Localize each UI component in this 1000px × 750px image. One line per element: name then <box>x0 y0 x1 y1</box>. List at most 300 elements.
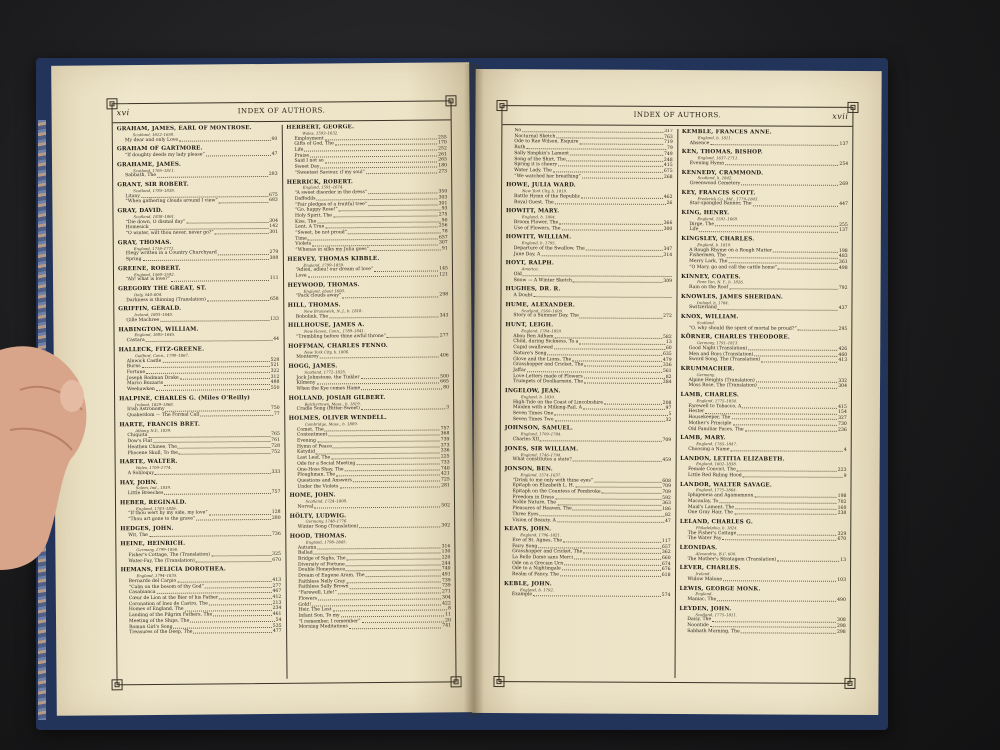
poem-title: Roman Girl's Song <box>129 624 173 630</box>
author-dates: Scotland, 1775–1811. <box>695 611 738 618</box>
poem-page-number: 317 <box>664 128 673 134</box>
poem-page-number: 20 <box>445 618 452 624</box>
poem-entry <box>289 483 450 490</box>
poem-title: One-Hoss Shay, The <box>297 466 344 473</box>
poem-page-number: 329 <box>837 531 847 537</box>
poem-title: Housekeeper, The <box>688 415 731 421</box>
poem-page-number: 309 <box>663 278 673 284</box>
poem-entry <box>681 358 848 365</box>
poem-title: Hester <box>688 409 705 415</box>
poem-title: Use of Flowers, The <box>513 225 561 232</box>
poem-entry <box>680 473 847 480</box>
poem-page-number: 44 <box>273 337 280 343</box>
dot-leader <box>160 317 269 322</box>
poem-title: Meeting of the Ships, The <box>129 618 190 624</box>
poem-title: Seven Times Two <box>512 416 554 423</box>
poem-page-number: 763 <box>664 134 673 140</box>
dot-leader <box>743 473 843 478</box>
poem-title: Water-Fay, The (Translation) <box>128 558 195 564</box>
dot-leader <box>346 578 441 583</box>
poem-entry <box>287 169 448 176</box>
poem-page-number: 327 <box>838 416 847 422</box>
poem-title: “Farewell, Life!” <box>298 590 337 596</box>
author-name: GREENE, ROBERT. <box>117 265 181 273</box>
author-name: KEN, THOMAS, BISHOP. <box>681 149 763 156</box>
author-name: LEYDEN, JOHN. <box>679 605 732 613</box>
author-entry <box>286 123 447 176</box>
author-name: GRAY, THOMAS. <box>117 239 172 247</box>
poem-title: Grasshopper and Cricket, The <box>512 549 583 555</box>
poem-page-number: 133 <box>270 316 279 322</box>
dot-leader <box>153 438 270 443</box>
poem-page-number: 208 <box>662 400 672 406</box>
poem-page-number: 343 <box>439 313 449 319</box>
author-name: LELAND, CHARLES G. <box>679 519 754 526</box>
author-dates: Scotland, 1724–1808. <box>305 498 348 504</box>
dot-leader <box>333 443 440 448</box>
poem-page-number: 670 <box>272 557 282 563</box>
poem-title: Jaffar <box>513 368 526 374</box>
author-dates: Scotland, b. 1842. <box>697 175 733 181</box>
poem-page-number: 13 <box>665 340 672 346</box>
author-dates: Scotland, 1772–1835. <box>304 369 347 375</box>
poem-entry <box>505 457 672 464</box>
poem-title: Life <box>689 227 699 233</box>
dot-leader <box>200 412 273 417</box>
poem-entry <box>680 536 847 543</box>
author-name: HEINE, HEINRICH. <box>120 540 186 548</box>
poem-title: Casabianca <box>128 590 156 596</box>
author-dates: Cambridge, Mass., b. 1809. <box>304 421 358 427</box>
author-dates: Frederick Co., Md., 1779–1843. <box>697 195 759 202</box>
dot-leader <box>361 406 445 411</box>
dot-leader <box>211 552 271 557</box>
author-name: HOLMES, OLIVER WENDELL. <box>288 414 387 422</box>
dot-leader <box>346 561 441 566</box>
dot-leader <box>146 369 269 374</box>
poem-page-number: 657 <box>661 544 671 550</box>
poem-entry <box>505 417 672 424</box>
author-dates: Alexandria, B.C. 600. <box>695 550 737 557</box>
author-dates: England, 1775–1864. <box>695 487 737 493</box>
poem-entry <box>117 198 278 205</box>
poem-entry <box>288 333 449 340</box>
poem-entry <box>681 285 848 292</box>
author-entry <box>681 314 848 332</box>
author-name: LEONIDAS. <box>679 545 718 552</box>
poem-title: Ballad <box>297 550 313 556</box>
poem-title: Faithless Sally Brown <box>298 584 349 591</box>
dot-leader <box>523 272 671 277</box>
author-entry <box>505 322 672 386</box>
poem-title: Moss Rose, The (Translation) <box>688 383 757 389</box>
dot-leader <box>329 313 439 318</box>
author-dates: Germany, 1748–1776. <box>305 518 348 525</box>
dot-leader <box>338 590 441 595</box>
author-dates: England, 1796–1821. <box>520 532 562 538</box>
poem-title: Joseph Rodman Drake <box>126 375 179 381</box>
author-name: JONES, SIR WILLIAM. <box>504 445 579 453</box>
poem-entry <box>288 385 449 392</box>
poem-page-number: 749 <box>663 151 673 157</box>
author-dates: England, b. 1804. <box>521 214 557 220</box>
poem-page-number: 488 <box>270 380 280 386</box>
poem-title: Wit, The <box>128 532 148 538</box>
author-dates: New York City, b. 1806. <box>304 348 350 355</box>
author-entry <box>681 210 848 234</box>
poem-title: Holy Spirit, The <box>294 213 333 219</box>
poem-title: Freedom in Dress <box>512 494 555 501</box>
poem-page-number: 366 <box>663 220 673 226</box>
poem-page-number: 384 <box>662 380 672 386</box>
author-dates: Ireland, 1829–1868. <box>135 401 174 407</box>
page-number: xvi <box>116 108 130 118</box>
poem-title: Abou Ben Adhem <box>513 333 554 340</box>
poem-title: Questions and Answers <box>297 478 352 484</box>
poem-title: Love <box>295 273 307 279</box>
dot-leader <box>339 207 441 212</box>
dot-leader <box>745 427 837 432</box>
poem-title: Gifts of God, The <box>294 141 334 148</box>
poem-entry <box>682 141 849 148</box>
poem-page-number: 268 <box>663 174 673 180</box>
author-name: LANDON, LETITIA ELIZABETH. <box>680 455 785 463</box>
poem-page-number: 256 <box>438 223 448 229</box>
author-name: HUGHES, DR. R. <box>505 286 561 293</box>
author-entry <box>288 362 449 392</box>
dot-leader <box>538 544 661 549</box>
poem-title: Morning Meditations <box>298 624 348 631</box>
poem-page-number: 97 <box>665 406 672 412</box>
poem-entry <box>120 531 281 538</box>
poem-title: Contentment <box>296 432 328 439</box>
poem-page-number: 47 <box>271 151 278 158</box>
poem-entry <box>120 449 281 456</box>
dot-leader <box>368 201 437 206</box>
author-dates: Scotland, 1612–1650. <box>132 131 175 137</box>
author-entry <box>505 286 672 299</box>
dot-leader <box>728 259 837 264</box>
poem-title: “I remember, I remember” <box>298 618 361 625</box>
poem-title: Good Night (Translation) <box>688 346 748 352</box>
poem-title: Employment <box>294 136 324 142</box>
dot-leader <box>347 555 441 560</box>
poem-title: Macaulay, To <box>687 498 719 505</box>
poem-page-number: 180 <box>438 163 448 169</box>
right-page <box>472 69 881 715</box>
poem-page-number: 740 <box>440 465 450 471</box>
poem-page-number: 111 <box>269 276 279 282</box>
dot-leader <box>723 577 836 582</box>
dot-leader <box>370 247 441 252</box>
author-dates: Wales, 1593–1632. <box>302 130 339 136</box>
poem-page-number: 490 <box>837 598 846 604</box>
poem-entry <box>506 174 673 181</box>
dot-leader <box>715 222 838 227</box>
poem-page-number: 676 <box>661 567 671 573</box>
poem-entry <box>119 412 280 419</box>
poem-page-number: 277 <box>272 583 282 589</box>
poem-page-number: 13 <box>840 557 847 563</box>
dot-leader <box>308 235 438 240</box>
poem-title: Water Lady, The <box>514 168 552 174</box>
left-page-header <box>113 105 451 123</box>
dot-leader <box>353 477 440 482</box>
dot-leader <box>312 241 438 246</box>
poem-page-number: 447 <box>839 202 848 208</box>
author-dates: England, 1765–1847. <box>696 441 738 447</box>
author-name: KEY, FRANCIS SCOTT. <box>681 189 756 197</box>
dot-leader <box>594 478 661 482</box>
poem-page-number: 255 <box>839 222 848 228</box>
poem-entry <box>681 265 848 272</box>
author-entry <box>681 236 848 271</box>
dot-leader <box>584 380 662 385</box>
poem-title: “Fair pledges of a fruitful tree” <box>294 201 368 208</box>
dot-leader <box>773 248 838 252</box>
dot-leader <box>554 345 665 350</box>
dot-leader <box>730 447 842 452</box>
dot-leader <box>374 267 438 272</box>
dot-leader <box>150 224 269 229</box>
dot-leader <box>317 437 440 442</box>
dot-leader <box>341 612 445 617</box>
poem-title: “Pack clouds away” <box>295 293 342 300</box>
poem-page-number: 709 <box>662 437 672 444</box>
poem-page-number: 498 <box>838 265 848 271</box>
poem-page-number: 142 <box>269 224 279 230</box>
poem-title: Maid's Lament, The <box>687 504 735 510</box>
poem-title: Elegy written in a Country Churchyard <box>125 250 217 257</box>
dot-leader <box>741 182 838 187</box>
author-dates: New York City, b. 1819. <box>522 188 568 194</box>
poem-title: Under the Violets <box>297 484 339 490</box>
dot-leader <box>557 501 661 506</box>
dot-leader <box>548 351 662 356</box>
dot-leader <box>219 595 272 600</box>
dot-leader <box>727 254 838 259</box>
dot-leader <box>561 226 662 231</box>
poem-title: Switzerland <box>688 305 717 311</box>
poem-title: “Go, happy Rose!” <box>294 207 338 213</box>
poem-page-number: 303 <box>438 195 448 201</box>
poem-title: Widow Malone <box>687 576 723 583</box>
poem-entry <box>682 161 849 168</box>
poem-page-number: 236 <box>838 427 847 433</box>
dot-leader <box>778 265 838 269</box>
dot-leader <box>349 624 441 629</box>
poem-title: Homes of England, The <box>128 607 184 613</box>
dot-leader <box>196 516 271 521</box>
dot-leader <box>758 384 838 389</box>
poem-page-number: 459 <box>662 458 672 464</box>
poem-page-number: 437 <box>838 306 848 312</box>
dot-leader <box>748 346 837 351</box>
poem-title: Sabbath Morning, The <box>687 628 740 635</box>
poem-page-number: 719 <box>664 140 673 146</box>
dot-leader <box>141 193 268 198</box>
dot-leader <box>177 578 271 583</box>
poem-title: Gille Machree <box>126 317 160 324</box>
author-name: HARTE, WALTER. <box>119 458 178 466</box>
dot-leader <box>754 352 837 357</box>
dot-leader <box>567 157 663 162</box>
poem-entry <box>287 247 448 254</box>
poem-page-number: 741 <box>442 623 452 629</box>
author-entry <box>117 145 278 159</box>
poem-page-number: 332 <box>838 378 848 384</box>
dot-leader <box>157 589 272 594</box>
dot-leader <box>540 437 661 442</box>
dot-leader <box>387 333 439 338</box>
poem-page-number: 298 <box>439 292 449 298</box>
poem-title: Trumpets of Doolkarnein, The <box>513 379 584 385</box>
poem-page-number: 373 <box>440 443 450 449</box>
poem-title: Burns <box>126 364 141 370</box>
poem-entry <box>291 624 452 631</box>
poem-title: Bridge of Sighs, The <box>297 556 346 562</box>
poem-entry <box>680 510 847 517</box>
poem-page-number: 60 <box>665 346 672 352</box>
poem-page-number: 103 <box>837 577 847 583</box>
dot-leader <box>308 273 439 278</box>
author-entry <box>119 395 280 419</box>
dot-leader <box>729 285 838 290</box>
poem-page-number: 80 <box>443 385 450 391</box>
author-entry <box>681 274 848 292</box>
author-dates: Ireland. <box>695 571 711 577</box>
poem-title: Marco Bozzaris <box>126 381 164 387</box>
poem-title: Maiden with a Milking-Pail, A <box>512 405 582 411</box>
poem-page-number: 739 <box>440 437 450 443</box>
author-name: HOYT, RALPH. <box>505 260 555 267</box>
poem-page-number: 574 <box>661 593 671 599</box>
author-name: HOWE, JULIA WARD. <box>506 182 576 189</box>
dot-leader <box>328 432 439 437</box>
dot-leader <box>753 202 839 207</box>
dot-leader <box>346 567 441 572</box>
poem-page-number: 154 <box>838 410 847 416</box>
poem-page-number: 461 <box>272 611 282 618</box>
poem-title: Dirge, The <box>689 221 715 227</box>
poem-page-number: 413 <box>272 577 282 583</box>
poem-title: “Drink to me only with thine eyes” <box>512 477 594 484</box>
poem-page-number: 757 <box>271 489 281 496</box>
poem-title: Alpine Heights (Translation) <box>688 377 755 384</box>
poem-page-number: 725 <box>440 477 450 483</box>
poem-title: Realm of Fancy, The <box>512 572 559 578</box>
author-entry <box>680 519 847 543</box>
poem-title: No <box>514 128 522 134</box>
poem-page-number: 683 <box>269 198 278 204</box>
poem-title: Battle Hymn of the Republic <box>514 194 581 200</box>
poem-entry <box>118 317 279 324</box>
author-dates: England, 1560–1592. <box>133 271 175 277</box>
dot-leader <box>312 601 441 606</box>
author-name: KING, HENRY. <box>681 210 730 217</box>
poem-page-number: 550 <box>270 385 280 392</box>
poem-title: Kiss, The <box>295 219 317 225</box>
dot-leader <box>717 597 836 602</box>
dot-leader <box>560 572 661 577</box>
poem-title: “Sweet, be not proud” <box>295 230 348 236</box>
corner-ornament <box>493 676 504 687</box>
poem-title: “Thou art gone to the grave” <box>128 516 196 523</box>
author-dates: Salem, Ind., 1839. <box>135 485 172 491</box>
poem-title: Ruth <box>514 145 526 151</box>
poem-title: Epitaph on Elizabeth L. H. <box>512 483 575 489</box>
poem-title: Daffodils <box>294 196 316 202</box>
poem-page-number: 8 <box>447 606 451 612</box>
poem-title: Glove and the Lions, The <box>513 356 572 362</box>
poem-title: Star-spangled Banner, The <box>689 201 752 207</box>
corner-ornament <box>451 676 462 687</box>
author-entry <box>288 342 449 361</box>
poem-entry <box>118 256 279 263</box>
author-dates: Scotland, 1785–1838. <box>133 187 176 194</box>
poem-page-number: 265 <box>438 157 448 163</box>
dot-leader <box>213 612 272 617</box>
index-column <box>675 129 852 679</box>
poem-entry <box>680 577 847 584</box>
index-column <box>282 123 455 678</box>
poem-page-number: 82 <box>664 512 671 518</box>
poem-title: Time <box>295 236 307 242</box>
poem-page-number: 761 <box>271 437 280 444</box>
poem-title: Fortune <box>126 370 146 376</box>
author-dates: England, 1802–1838. <box>696 461 737 467</box>
author-dates: Italy, 540–604. <box>134 291 163 298</box>
author-entry <box>120 478 281 497</box>
poem-title: Life <box>294 147 304 153</box>
poem-page-number: 477 <box>272 629 282 635</box>
poem-title: Comet, The <box>296 427 324 433</box>
poem-title: Quakerdom — The Formal Call <box>127 412 200 419</box>
poem-entry <box>680 447 847 454</box>
poem-page-number: 213 <box>272 600 282 606</box>
dot-leader <box>554 417 664 422</box>
poem-title: “Sweetest Saviour, if my soul” <box>294 169 365 176</box>
poem-title: Landing of the Pilgrim Fathers, The <box>128 612 213 619</box>
author-entry <box>682 129 849 147</box>
poem-title: “Die down, O dismal day” <box>125 219 186 225</box>
dot-leader <box>318 595 441 600</box>
poem-entry <box>121 629 282 636</box>
poem-page-number: 145 <box>439 266 448 272</box>
poem-page-number: 4 <box>843 447 847 453</box>
dot-leader <box>215 230 269 235</box>
dot-leader <box>316 380 439 385</box>
dot-leader <box>143 256 269 261</box>
dot-leader <box>584 374 665 379</box>
author-entry <box>287 178 448 254</box>
poem-page-number: 308 <box>269 255 279 262</box>
dot-leader <box>336 472 440 477</box>
author-dates: New Haven, Conn., 1789–1841. <box>303 328 366 334</box>
author-dates: England, 1574–1637. <box>520 472 562 478</box>
poem-entry <box>506 252 673 259</box>
dot-leader <box>206 152 271 157</box>
poem-page-number: 137 <box>839 141 849 147</box>
dot-leader <box>142 363 270 368</box>
dot-leader <box>737 468 837 473</box>
poem-page-number: 316 <box>441 543 451 549</box>
dot-leader <box>325 426 440 431</box>
author-entry <box>505 302 672 320</box>
dot-leader <box>563 538 661 543</box>
poem-title: Iphigeneia and Agamemnon <box>687 493 754 499</box>
poem-title: Bernardo del Carpio <box>128 578 177 585</box>
